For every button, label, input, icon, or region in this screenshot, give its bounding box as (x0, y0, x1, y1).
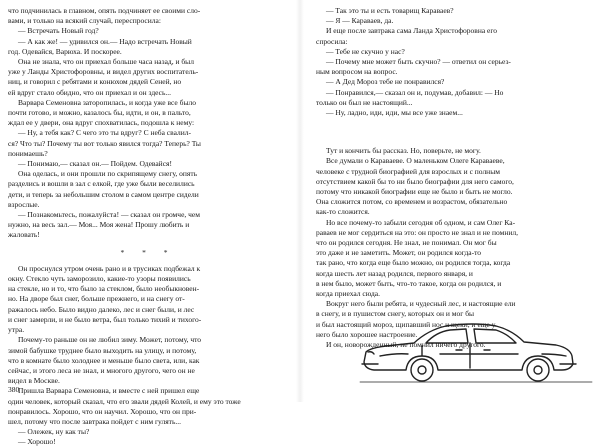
text-line: И он, новорожденный, не помнил ничего другого. (326, 340, 486, 350)
text-line: разделись и вошли в зал с елкой, где уже были веселились (8, 179, 195, 189)
text-line: шел, потому что после завтрака пойдет с ним гулять... (8, 416, 181, 426)
text-line: Она не знала, что он приехал больше часа назад, и был (18, 57, 194, 67)
text-line: спросила: (316, 36, 348, 46)
text-line: видел в Москве. (8, 376, 60, 386)
text-line: утра. (8, 325, 25, 335)
text-line: в снегу, и в пушистом снегу, которых он и мог бы (316, 309, 475, 319)
text-line: ся? Что ты? Почему ты вот только явился тогда? Теперь? Ты (8, 138, 201, 148)
text-line: но. На дворе был снег, больше прежнего, и на снегу от- (8, 294, 185, 304)
text-line: — Ну, ладно, иди, иди, мы все уже знаем... (326, 108, 463, 118)
text-line: год. Одевайся, Варюха. И поскорее. (8, 46, 122, 56)
text-line: человеке с трудной биографией для взрослых и с полным (316, 166, 500, 176)
section-divider: * * * (120, 247, 176, 257)
text-line: — Понравился,— сказал он и, подумав, добавил: — Но (326, 87, 504, 97)
text-line: и снег замерли, и не было ветра, был только тихий и тихого- (8, 314, 202, 324)
text-line: — Я — Караваев, да. (326, 16, 394, 26)
text-line: Почему-то раньше он не любил зиму. Может, потому, что (18, 335, 202, 345)
car-illustration (356, 312, 596, 390)
text-line: — Встречать Новый год? (18, 26, 99, 36)
text-line: — А Дед Мороз тебе не понравился? (326, 77, 445, 87)
text-line: Все думали о Караваеве. О маленьком Олеге Караваеве, (326, 156, 505, 166)
car-rear-wheel (527, 359, 549, 381)
text-line: ждал ее у двери, она вдруг спохватилась, подошла к нему: (8, 118, 195, 128)
text-line: сейчас, и этого леса не знал, и многого другого, чего он не (8, 365, 195, 375)
text-line: — Хорошо! (18, 437, 56, 447)
section-gap (316, 118, 596, 146)
text-line: как-то сложится. (316, 207, 370, 217)
text-line: что он родился сегодня. Не знал, не понимал. Он мог бы (316, 238, 497, 248)
text-line: жаловать! (8, 230, 40, 240)
text-line: — Познакомьтесь, пожалуйста! — сказал он громче, чем (18, 210, 201, 220)
car-headlight (368, 352, 374, 354)
text-line: только он был не настоящий... (316, 97, 413, 107)
text-line: Варвара Семеновна заторопилась, и когда уже все было (18, 97, 196, 107)
text-line: — Тебе не скучно у нас? (326, 46, 405, 56)
text-line: ниц, и говорил с ребятами и конюхом дядей Сеней, но (8, 77, 182, 87)
text-line: Он проснулся утром очень рано и в трусиках подбежал к (18, 263, 201, 273)
text-line: один человек, который сказал, что его звали дядей Колей, и ему это тоже (8, 396, 241, 406)
text-line: раваев не мог сердиться на это: он просто не знал и не помнил, (316, 227, 518, 237)
text-line: и был настоящий мороз, щипавший нос и щеки, и еще у (316, 319, 496, 329)
car-front-hub (418, 366, 426, 374)
text-line: — Так это ты и есть товарищ Караваев? (326, 6, 454, 15)
text-line: в нем было, может быть, что-то такое, когда он родился, и (316, 278, 502, 288)
left-page (8, 6, 288, 448)
text-line: Она оделась, и они прошли по скрипящему снегу, опять (18, 169, 198, 179)
text-line: И еще после завтрака сама Ланда Христофоровна его (326, 26, 498, 36)
text-line: уже у Ланды Христофоровны, и видел других воспитатель- (8, 67, 199, 77)
text-line: потому что никакой биографии еще не было и быть не могло. (316, 187, 513, 197)
car-body (364, 324, 573, 370)
text-line: — А как же! — удивился он.— Надо встречать Новый (18, 36, 192, 46)
page-number: 380 (8, 385, 20, 394)
text-line: — Почему мне может быть скучно? — ответил он серьез- (326, 57, 511, 67)
text-line: ей вдруг стало обидно, что он приехал и он здесь... (8, 87, 172, 97)
text-line: отсутствием какой бы то ни было биографии для него самого, (316, 176, 514, 186)
text-line: что в комнате было холоднее и меньше было света, или, как (8, 355, 200, 365)
text-line: понимаешь? (8, 148, 48, 158)
text-line: дети, и теперь за небольшим столом в самом центре сидели (8, 189, 199, 199)
text-line: — Понимаю,— сказал он.— Пойдем. Одевайся! (18, 159, 172, 169)
text-line: — Ну, а тебя как? С чего это ты вдруг? С неба свалил- (18, 128, 191, 138)
text-line: Пришла Варвара Семеновна, и вместе с ней пришел еще (18, 386, 200, 396)
text-line: Она сложится потом, со временем и возрастом, обязательно (316, 197, 508, 207)
text-line: это даже и не заметить. Может, он родился когда-то (316, 248, 482, 258)
text-line: когда шесть лет назад родился, первого января, и (316, 268, 473, 278)
text-line: зимой бабушке труднее было выходить на улицу, и потому, (8, 345, 197, 355)
text-line: — Олежек, ну как ты? (18, 427, 90, 437)
text-line: него было хорошее настроение. (316, 329, 418, 339)
text-line: взрослые. (8, 199, 40, 209)
text-line: когда приехал сюда. (316, 289, 380, 299)
text-line: Но все почему-то забыли сегодня об одном, и сам Олег Ка- (326, 217, 516, 227)
text-line: вами, и только на всякий случай, переспросила: (8, 16, 161, 26)
car-rear-hub (534, 366, 542, 374)
car-front-wheel (411, 359, 433, 381)
text-line: ражалось небо. Было видно далеко, лес и снег были, и лес (8, 304, 195, 314)
text-line: Вокруг него были ребята, и чудесный лес, и настоящие ели (326, 299, 516, 309)
text-line: окну. Стекло чуть заморозило, какие-то узоры появились (8, 274, 191, 284)
text-line: так рано, что когда еще было можно, он родился тогда, когда (316, 258, 511, 268)
right-page (316, 6, 596, 350)
text-line: на стекле, но и то, что было за стеклом, было необыкновен- (8, 284, 200, 294)
text-line: что подчинилась в главном, опять подчиняет ее своими сло- (8, 6, 201, 15)
text-line: Тут и кончить бы рассказ. Но, поверьте, не могу. (326, 146, 481, 156)
text-line: нужно, на весь зал.— Моя... Моя жена! Прошу любить и (8, 220, 190, 230)
text-line: понравилось. Хорошо, что он научил. Хорошо, что он при- (8, 406, 197, 416)
text-line: ным вопросом на вопрос. (316, 67, 398, 77)
book-gutter (296, 0, 304, 402)
text-line: почти готово, и можно, казалось бы, идти, и он, в пальто, (8, 108, 191, 118)
